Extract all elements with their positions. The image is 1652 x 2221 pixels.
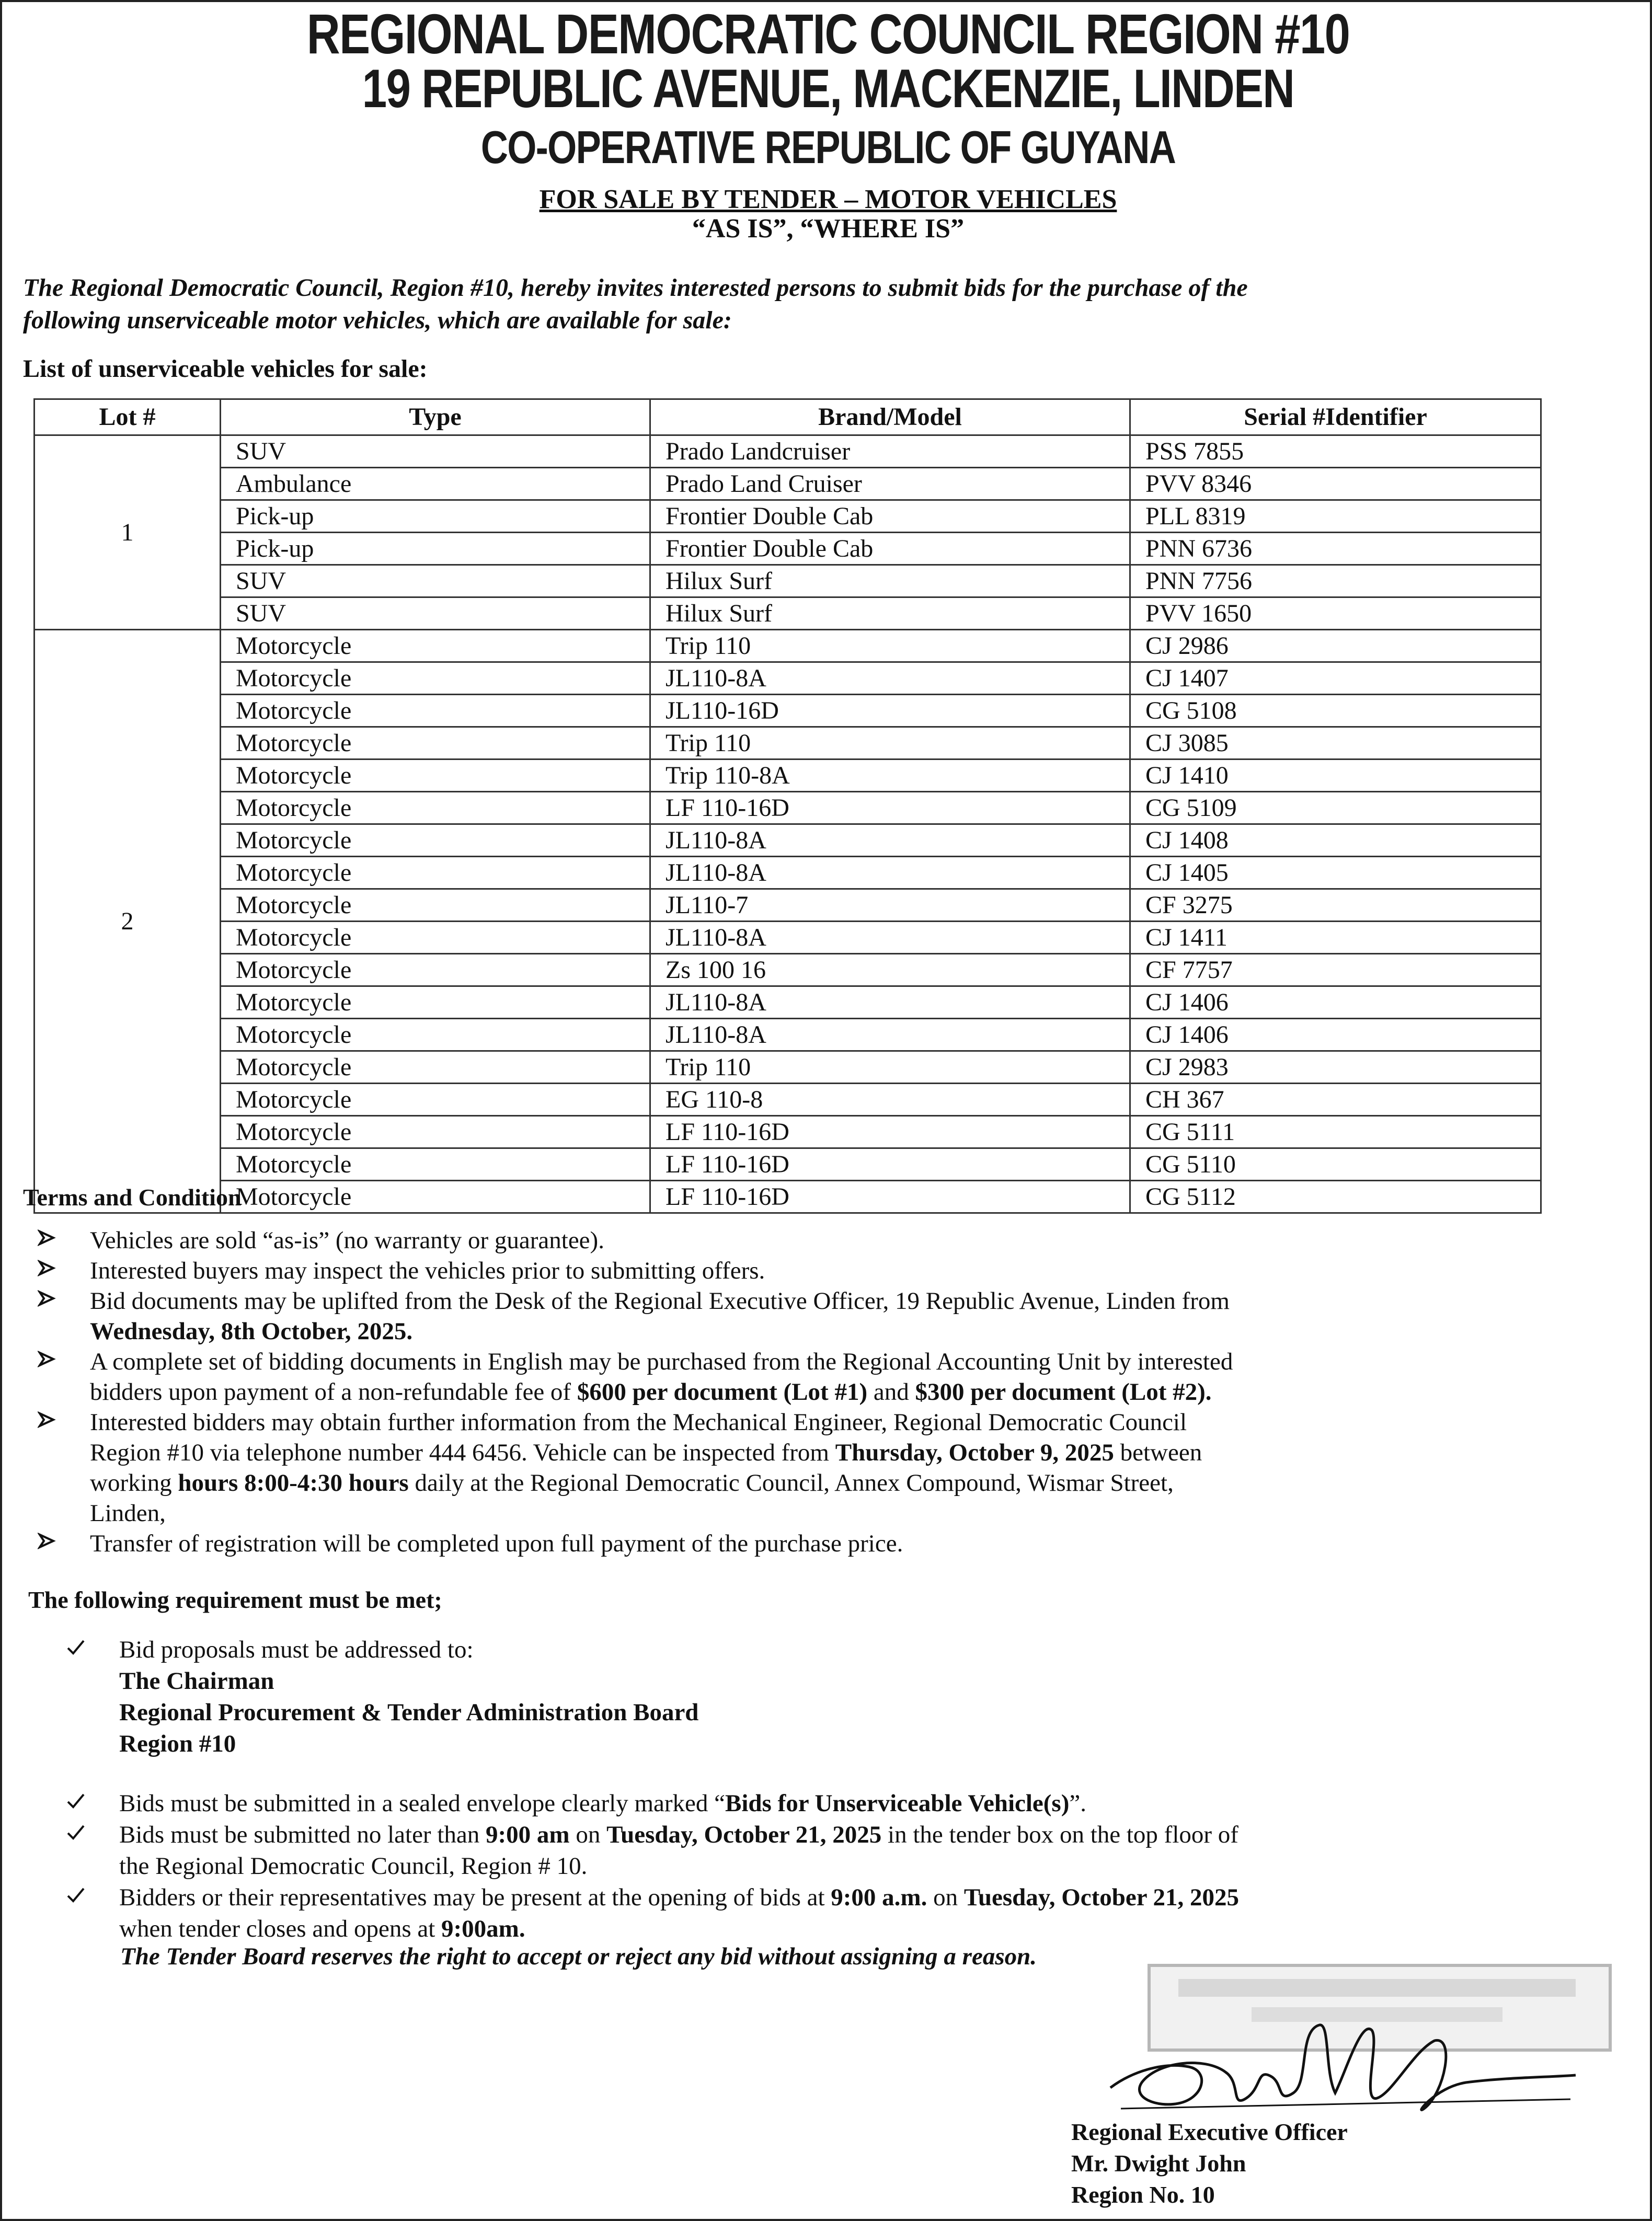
signature (1100, 2009, 1581, 2135)
tender-board-reservation: The Tender Board reserves the right to accept or reject any bid without assigning a reason. (120, 1943, 1037, 1970)
cell-type: Motorcycle (221, 1181, 650, 1213)
cell-type: SUV (221, 435, 650, 468)
arrowhead-icon (38, 1528, 59, 1559)
requirement-text: Bid proposals must be addressed to: (119, 1636, 474, 1663)
deadline-time: 9:00 am (486, 1821, 570, 1848)
addressee-board: Regional Procurement & Tender Administration Board (119, 1699, 699, 1726)
cell-serial: CG 5111 (1130, 1116, 1541, 1148)
requirement-text: Bids must be submitted no later than (119, 1821, 486, 1848)
intro-line: following unserviceable motor vehicles, which are available for sale: (23, 306, 732, 334)
cell-serial: CJ 1406 (1130, 986, 1541, 1019)
table-row (35, 630, 1541, 662)
terms-text: and (867, 1378, 915, 1406)
requirement-item (65, 1882, 1607, 1944)
cell-type: Motorcycle (221, 954, 650, 986)
arrowhead-icon (38, 1286, 59, 1316)
checkmark-icon (65, 1634, 86, 1665)
terms-item (33, 1286, 1602, 1347)
table-row (35, 986, 1541, 1019)
arrowhead-icon (38, 1407, 59, 1437)
terms-text: Region #10 via telephone number 444 6456. Vehicle can be inspected from (90, 1439, 835, 1466)
terms-text: daily at the Regional Democratic Council, Annex Compound, Wismar Street, (408, 1469, 1174, 1497)
cell-serial: CH 367 (1130, 1084, 1541, 1116)
fee-lot2: $300 per document (Lot #2). (915, 1378, 1212, 1406)
cell-serial: CJ 1405 (1130, 857, 1541, 889)
requirement-item (65, 1819, 1607, 1882)
cell-brand: Frontier Double Cab (650, 500, 1130, 533)
cell-serial: CF 3275 (1130, 889, 1541, 922)
cell-brand: LF 110-16D (650, 1148, 1130, 1181)
opening-time: 9:00 a.m. (831, 1884, 927, 1911)
cell-brand: LF 110-16D (650, 1116, 1130, 1148)
terms-text: A complete set of bidding documents in English may be purchased from the Regional Accounting Unit by interested (90, 1348, 1233, 1375)
table-row (35, 1148, 1541, 1181)
requirement-item (65, 1634, 1607, 1759)
cell-serial: PSS 7855 (1130, 435, 1541, 468)
vehicle-table (33, 398, 1542, 1214)
arrowhead-icon (38, 1347, 59, 1377)
cell-brand: Hilux Surf (650, 597, 1130, 630)
table-header-row (35, 399, 1541, 435)
cell-brand: Prado Landcruiser (650, 435, 1130, 468)
table-row (35, 565, 1541, 597)
cell-type: Ambulance (221, 468, 650, 500)
cell-type: Motorcycle (221, 630, 650, 662)
cell-type: Motorcycle (221, 986, 650, 1019)
terms-item (33, 1407, 1602, 1528)
table-row (35, 1019, 1541, 1051)
table-row (35, 435, 1541, 468)
cell-serial: PVV 8346 (1130, 468, 1541, 500)
cell-serial: CJ 3085 (1130, 727, 1541, 759)
cell-brand: Trip 110-8A (650, 759, 1130, 792)
table-row (35, 824, 1541, 857)
cell-serial: CJ 1410 (1130, 759, 1541, 792)
cell-serial: PNN 7756 (1130, 565, 1541, 597)
deadline-date: Tuesday, October 21, 2025 (606, 1821, 882, 1848)
arrowhead-icon (38, 1256, 59, 1286)
cell-serial: CJ 1407 (1130, 662, 1541, 695)
requirements-list (65, 1634, 1607, 1759)
cell-brand: JL110-8A (650, 824, 1130, 857)
requirement-text: Bids must be submitted in a sealed envelope clearly marked “ (119, 1790, 725, 1817)
cell-brand: JL110-8A (650, 857, 1130, 889)
cell-type: SUV (221, 565, 650, 597)
cell-type: Motorcycle (221, 857, 650, 889)
terms-list (33, 1225, 1602, 1559)
cell-serial: CG 5110 (1130, 1148, 1541, 1181)
terms-text: bidders upon payment of a non-refundable fee of (90, 1378, 577, 1406)
cell-serial: PNN 6736 (1130, 533, 1541, 565)
cell-type: Motorcycle (221, 1116, 650, 1148)
terms-item (33, 1256, 1602, 1286)
terms-item (33, 1528, 1602, 1559)
terms-text: between (1114, 1439, 1202, 1466)
terms-text: Interested buyers may inspect the vehicles prior to submitting offers. (90, 1257, 765, 1284)
table-row (35, 857, 1541, 889)
terms-text: Vehicles are sold “as-is” (no warranty or guarantee). (90, 1227, 604, 1254)
requirement-text: on (569, 1821, 607, 1848)
cell-serial: PLL 8319 (1130, 500, 1541, 533)
cell-type: Motorcycle (221, 1019, 650, 1051)
notice-title: FOR SALE BY TENDER – MOTOR VEHICLES (539, 185, 1117, 214)
cell-brand: Trip 110 (650, 1051, 1130, 1084)
fee-lot1: $600 per document (Lot #1) (577, 1378, 868, 1406)
terms-title: Terms and Condition (23, 1184, 242, 1211)
cell-brand: JL110-8A (650, 1019, 1130, 1051)
cell-serial: PVV 1650 (1130, 597, 1541, 630)
terms-text: working (90, 1469, 178, 1497)
cell-brand: EG 110-8 (650, 1084, 1130, 1116)
cell-serial: CJ 2986 (1130, 630, 1541, 662)
cell-serial: CJ 1408 (1130, 824, 1541, 857)
cell-serial: CF 7757 (1130, 954, 1541, 986)
cell-serial: CG 5112 (1130, 1181, 1541, 1213)
cell-type: Motorcycle (221, 824, 650, 857)
addressee-title: The Chairman (119, 1667, 274, 1695)
cell-brand: Prado Land Cruiser (650, 468, 1130, 500)
cell-brand: JL110-7 (650, 889, 1130, 922)
column-header-brand: Brand/Model (650, 399, 1130, 435)
intro-paragraph (23, 272, 1633, 337)
cell-type: Motorcycle (221, 695, 650, 727)
table-row (35, 727, 1541, 759)
requirements-title: The following requirement must be met; (28, 1586, 442, 1613)
cell-type: Motorcycle (221, 922, 650, 954)
cell-brand: Trip 110 (650, 727, 1130, 759)
cell-serial: CG 5109 (1130, 792, 1541, 824)
requirement-text: the Regional Democratic Council, Region # 10. (119, 1852, 588, 1880)
country-name: CO-OPERATIVE REPUBLIC OF GUYANA (480, 121, 1176, 173)
council-address: 19 REPUBLIC AVENUE, MACKENZIE, LINDEN (362, 59, 1294, 119)
table-row (35, 500, 1541, 533)
terms-text: Interested bidders may obtain further information from the Mechanical Engineer, Regional Democratic Council (90, 1409, 1187, 1436)
cell-serial: CJ 1411 (1130, 922, 1541, 954)
terms-text: Bid documents may be uplifted from the Desk of the Regional Executive Officer, 19 Republic Avenue, Linden from (90, 1287, 1230, 1315)
table-row (35, 889, 1541, 922)
lot-number: 1 (35, 435, 221, 630)
terms-item (33, 1225, 1602, 1256)
table-row (35, 597, 1541, 630)
opening-date: Tuesday, October 21, 2025 (963, 1884, 1240, 1911)
cell-serial: CJ 2983 (1130, 1051, 1541, 1084)
table-row (35, 922, 1541, 954)
requirement-text: in the tender box on the top floor of (881, 1821, 1238, 1848)
column-header-type: Type (221, 399, 650, 435)
inspection-hours: hours 8:00-4:30 hours (178, 1469, 409, 1497)
table-row (35, 695, 1541, 727)
column-header-lot: Lot # (35, 399, 221, 435)
table-row (35, 1051, 1541, 1084)
signatory-region: Region No. 10 (1071, 2181, 1215, 2208)
checkmark-icon (65, 1788, 86, 1819)
cell-brand: JL110-16D (650, 695, 1130, 727)
cell-brand: JL110-8A (650, 662, 1130, 695)
terms-item (33, 1347, 1602, 1407)
uplift-date: Wednesday, 8th October, 2025. (90, 1318, 413, 1345)
table-row (35, 1181, 1541, 1213)
requirement-item (65, 1788, 1607, 1819)
arrowhead-icon (38, 1225, 59, 1256)
cell-type: Motorcycle (221, 1051, 650, 1084)
cell-brand: LF 110-16D (650, 1181, 1130, 1213)
lot-number: 2 (35, 630, 221, 1213)
addressee-region: Region #10 (119, 1730, 236, 1757)
cell-type: Pick-up (221, 533, 650, 565)
cell-serial: CJ 1406 (1130, 1019, 1541, 1051)
table-row (35, 662, 1541, 695)
cell-type: SUV (221, 597, 650, 630)
checkmark-icon (65, 1882, 86, 1913)
vehicle-table-body (35, 435, 1541, 1213)
intro-line: The Regional Democratic Council, Region #10, hereby invites interested persons to submit bids for the purchase of the (23, 274, 1248, 302)
cell-brand: Frontier Double Cab (650, 533, 1130, 565)
cell-type: Motorcycle (221, 662, 650, 695)
cell-type: Motorcycle (221, 792, 650, 824)
table-row (35, 1084, 1541, 1116)
requirement-text: on (927, 1884, 964, 1911)
cell-type: Motorcycle (221, 759, 650, 792)
column-header-serial: Serial #Identifier (1130, 399, 1541, 435)
table-row (35, 954, 1541, 986)
cell-brand: Zs 100 16 (650, 954, 1130, 986)
closing-time: 9:00am. (441, 1915, 525, 1942)
cell-brand: JL110-8A (650, 986, 1130, 1019)
notice-condition: “AS IS”, “WHERE IS” (692, 214, 965, 244)
cell-type: Motorcycle (221, 1084, 650, 1116)
cell-brand: LF 110-16D (650, 792, 1130, 824)
envelope-marking: Bids for Unserviceable Vehicle(s) (725, 1790, 1070, 1817)
cell-brand: Trip 110 (650, 630, 1130, 662)
table-row (35, 533, 1541, 565)
cell-type: Motorcycle (221, 1148, 650, 1181)
table-row (35, 1116, 1541, 1148)
signatory-block (1071, 2116, 1348, 2211)
requirement-text: Bidders or their representatives may be present at the opening of bids at (119, 1884, 831, 1911)
table-row (35, 792, 1541, 824)
cell-type: Pick-up (221, 500, 650, 533)
table-row (35, 759, 1541, 792)
table-row (35, 468, 1541, 500)
terms-text: Transfer of registration will be completed upon full payment of the purchase price. (90, 1530, 903, 1557)
cell-brand: Hilux Surf (650, 565, 1130, 597)
cell-serial: CG 5108 (1130, 695, 1541, 727)
cell-type: Motorcycle (221, 727, 650, 759)
cell-brand: JL110-8A (650, 922, 1130, 954)
requirements-list (65, 1788, 1607, 1944)
council-title: REGIONAL DEMOCRATIC COUNCIL REGION #10 (306, 2, 1350, 65)
list-title: List of unserviceable vehicles for sale: (23, 355, 428, 383)
inspection-date: Thursday, October 9, 2025 (835, 1439, 1114, 1466)
requirement-text: when tender closes and opens at (119, 1915, 442, 1942)
signatory-title: Regional Executive Officer (1071, 2119, 1348, 2145)
requirement-text: ”. (1069, 1790, 1086, 1817)
cell-type: Motorcycle (221, 889, 650, 922)
checkmark-icon (65, 1819, 86, 1850)
signatory-name: Mr. Dwight John (1071, 2150, 1246, 2177)
terms-text: Linden, (90, 1500, 166, 1527)
